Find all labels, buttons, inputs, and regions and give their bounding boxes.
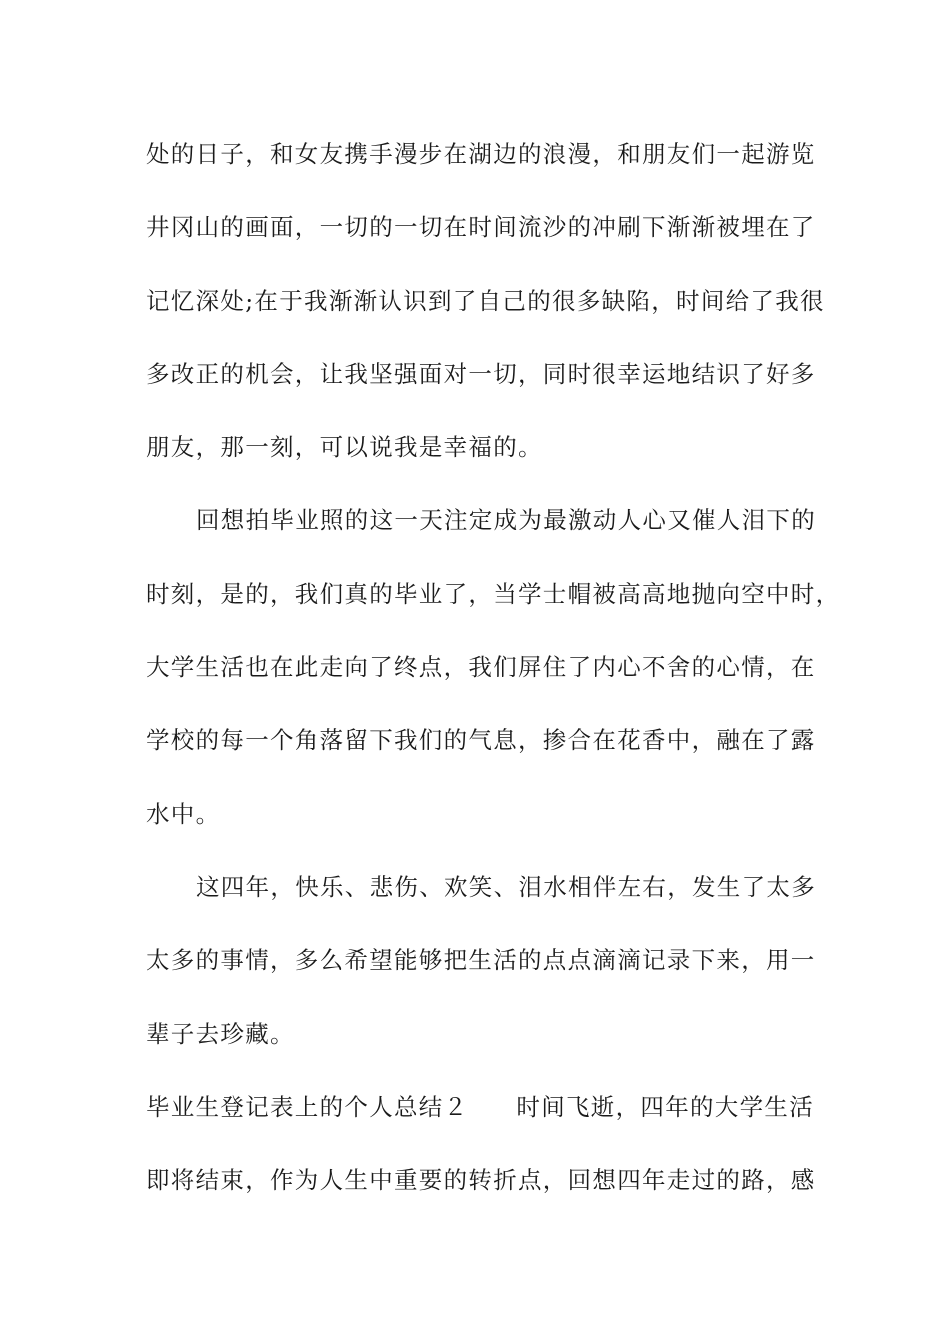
- text-line: 多改正的机会，让我坚强面对一切，同时很幸运地结识了好多: [146, 359, 816, 388]
- section-text: 时间飞逝，四年的大学生活: [516, 1092, 815, 1121]
- text-line: [146, 1084, 826, 1157]
- text-line: 大学生活也在此走向了终点，我们屏住了内心不舍的心情，在: [146, 653, 816, 682]
- text-line: 学校的每一个角落留下我们的气息，掺合在花香中，融在了露: [146, 726, 816, 755]
- text-line: 即将结束，作为人生中重要的转折点，回想四年走过的路，感: [146, 1166, 816, 1195]
- text-line: 井冈山的画面，一切的一切在时间流沙的冲刷下渐渐被埋在了: [146, 213, 816, 242]
- body-text: [146, 131, 841, 1230]
- text-line: 太多的事情，多么希望能够把生活的点点滴滴记录下来，用一: [146, 946, 816, 975]
- text-line: 朋友，那一刻，可以说我是幸福的。: [146, 433, 543, 462]
- section-heading: 毕业生登记表上的个人总结２: [146, 1092, 469, 1121]
- text-line: 记忆深处;在于我渐渐认识到了自己的很多缺陷，时间给了我很: [146, 286, 825, 315]
- text-line: 水中。: [146, 799, 221, 828]
- text-line: 辈子去珍藏。: [146, 1019, 295, 1048]
- text-line: 处的日子，和女友携手漫步在湖边的浪漫，和朋友们一起游览: [146, 140, 816, 168]
- text-line: 回想拍毕业照的这一天注定成为最激动人心又催人泪下的: [196, 506, 816, 535]
- text-line: 这四年，快乐、悲伤、欢笑、泪水相伴左右，发生了太多: [196, 872, 816, 901]
- text-line: 时刻，是的，我们真的毕业了，当学士帽被高高地抛向空中时，: [146, 579, 841, 608]
